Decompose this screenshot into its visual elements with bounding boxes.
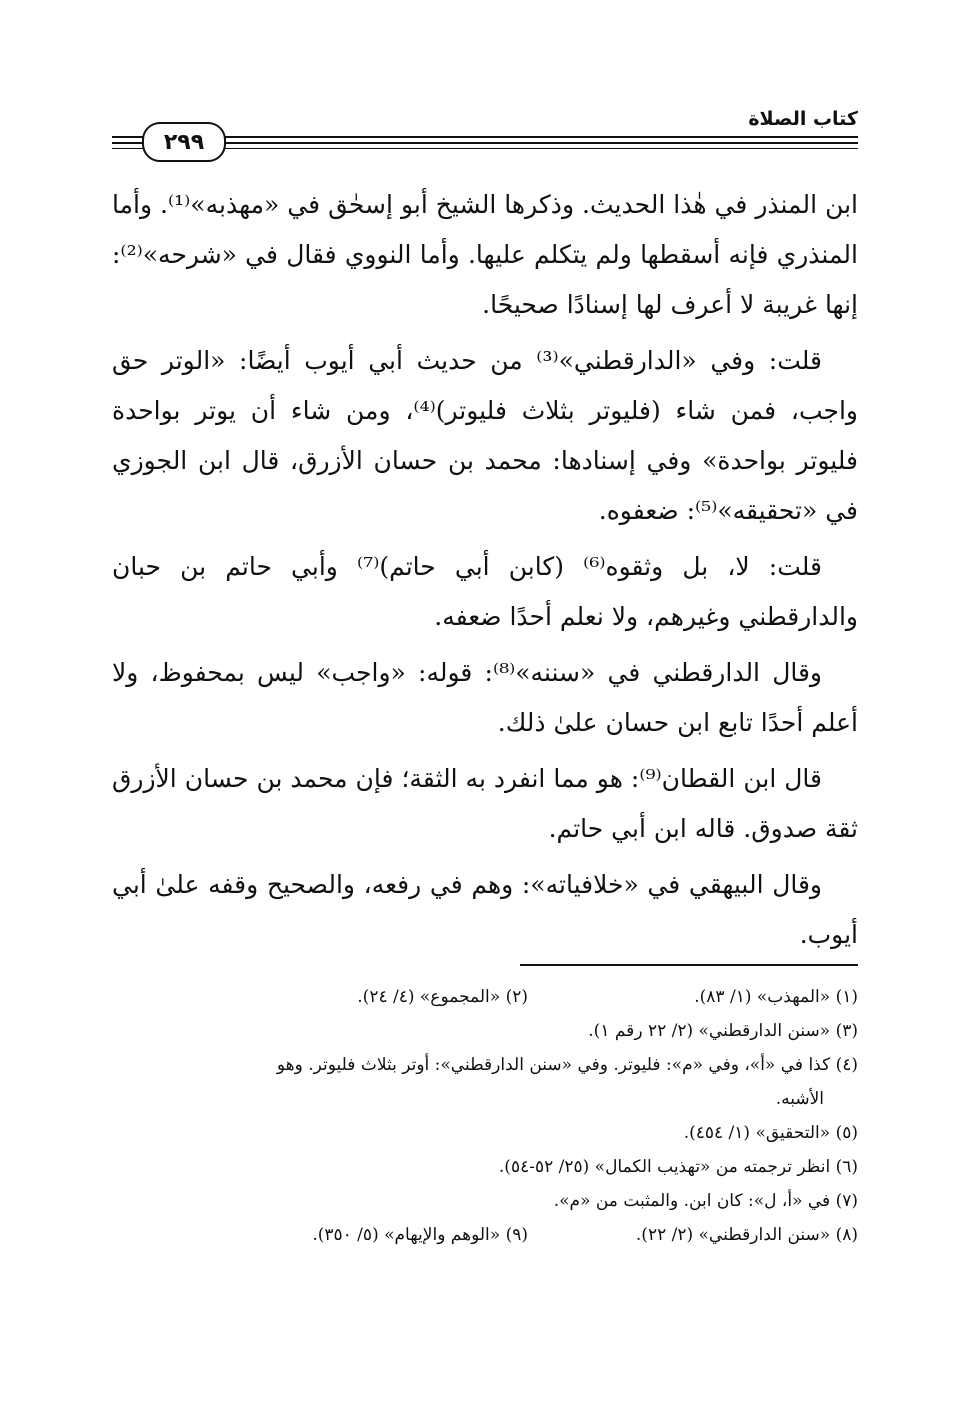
page-number: ٢٩٩ bbox=[142, 122, 226, 162]
footnote: (٥) «التحقيق» (١/ ٤٥٤). bbox=[683, 1123, 858, 1143]
footnote-continuation: الأشبه. bbox=[775, 1089, 824, 1109]
footnote: (٤) كذا في «أ»، وفي «م»: فليوتر. وفي «سنن الدارقطني»: أوتر بثلاث فليوتر. وهو bbox=[276, 1055, 858, 1075]
paragraph: ابن المنذر في هٰذا الحديث. وذكرها الشيخ أبو إسحٰق في «مهذبه»⁽¹⁾. وأما المنذري فإنه أسقطها ولم يتكلم عليها. وأما النووي فقال في «شرحه»⁽²⁾: إنها غريبة لا أعرف لها إسنادًا صحيحًا. bbox=[112, 190, 859, 319]
paragraph: قلت: لا، بل وثقوه⁽⁶⁾ (كابن أبي حاتم)⁽⁷⁾ وأبي حاتم بن حبان والدارقطني وغيرهم، ولا نعلم أحدًا ضعفه. bbox=[112, 552, 858, 631]
footnote-separator bbox=[520, 964, 858, 966]
paragraph: قال ابن القطان⁽⁹⁾: هو مما انفرد به الثقة؛ فإن محمد بن حسان الأزرق ثقة صدوق. قاله ابن أبي حاتم. bbox=[112, 764, 858, 843]
main-text bbox=[112, 180, 858, 966]
footnote: (٣) «سنن الدارقطني» (٢/ ٢٢ رقم ١). bbox=[588, 1021, 858, 1041]
footnote: (٩) «الوهم والإيهام» (٥/ ٣٥٠). bbox=[312, 1225, 528, 1245]
paragraph: وقال الدارقطني في «سننه»⁽⁸⁾: قوله: «واجب» ليس بمحفوظ، ولا أعلم أحدًا تابع ابن حسان علىٰ ذلك. bbox=[112, 658, 858, 737]
footnote: (٦) انظر ترجمته من «تهذيب الكمال» (٢٥/ ٥٢-٥٤). bbox=[498, 1157, 858, 1177]
footnote-row bbox=[112, 1218, 858, 1252]
footnotes bbox=[112, 980, 858, 1252]
footnote: (٢) «المجموع» (٤/ ٢٤). bbox=[357, 987, 528, 1007]
footnote: (٧) في «أ، ل»: كان ابن. والمثبت من «م». bbox=[553, 1191, 858, 1211]
book-title: كتاب الصلاة bbox=[738, 108, 858, 130]
footnote: (٨) «سنن الدارقطني» (٢/ ٢٢). bbox=[635, 1225, 858, 1245]
footnote-row bbox=[112, 980, 858, 1014]
footnote: (١) «المهذب» (١/ ٨٣). bbox=[694, 987, 858, 1007]
paragraph: قلت: وفي «الدارقطني»⁽³⁾ من حديث أبي أيوب أيضًا: «الوتر حق واجب، فمن شاء (فليوتر بثلاث فليوتر)⁽⁴⁾، ومن شاء أن يوتر بواحدة فليوتر بواحدة» وفي إسنادها: محمد بن حسان الأزرق، قال ابن الجوزي في «تحقيقه»⁽⁵⁾: ضعفوه. bbox=[112, 346, 858, 525]
paragraph: وقال البيهقي في «خلافياته»: وهم في رفعه، والصحيح وقفه علىٰ أبي أيوب. bbox=[112, 870, 858, 949]
page-header bbox=[112, 108, 858, 158]
